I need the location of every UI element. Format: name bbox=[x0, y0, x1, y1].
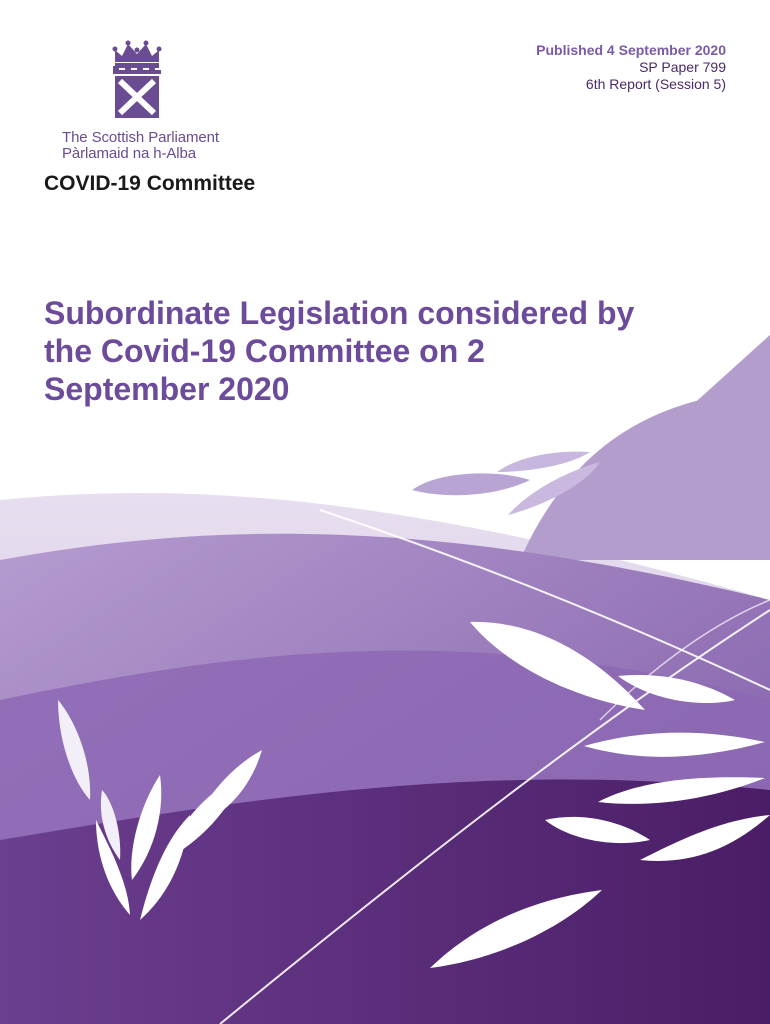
parliament-logo bbox=[62, 40, 222, 162]
title-line: Subordinate Legislation considered by bbox=[44, 295, 635, 331]
leaf bbox=[412, 473, 530, 495]
published-date: Published 4 September 2020 bbox=[536, 42, 726, 58]
publication-info bbox=[536, 42, 726, 93]
logo-line-english: The Scottish Parliament bbox=[62, 129, 219, 146]
title-line: the Covid-19 Committee on 2 bbox=[44, 333, 485, 369]
report-title bbox=[44, 294, 734, 408]
paper-number: SP Paper 799 bbox=[639, 59, 726, 75]
logo-line-gaelic: Pàrlamaid na h-Alba bbox=[62, 145, 197, 162]
title-line: September 2020 bbox=[44, 371, 290, 407]
committee-name: COVID-19 Committee bbox=[44, 172, 256, 195]
report-number: 6th Report (Session 5) bbox=[585, 76, 726, 92]
leaf bbox=[497, 452, 590, 472]
parliament-crest-icon bbox=[110, 40, 164, 122]
